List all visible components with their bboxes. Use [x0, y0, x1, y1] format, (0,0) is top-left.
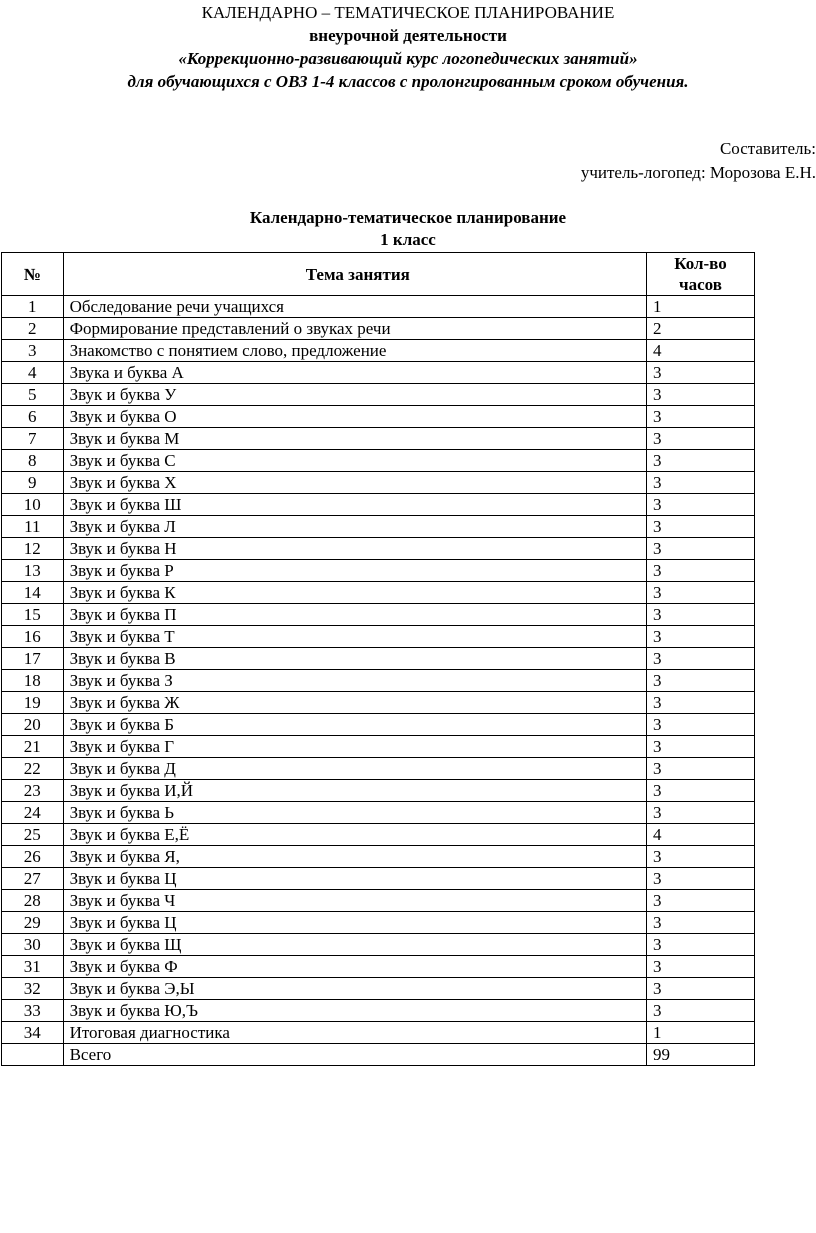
row-number: 10	[2, 494, 64, 516]
row-number: 4	[2, 362, 64, 384]
row-topic: Звук и буква З	[63, 670, 646, 692]
header-hours-line1: Кол-во	[674, 254, 727, 273]
row-hours: 3	[646, 912, 754, 934]
row-hours: 3	[646, 428, 754, 450]
row-hours: 3	[646, 604, 754, 626]
table-row	[2, 934, 755, 956]
table-row	[2, 560, 755, 582]
table-row	[2, 890, 755, 912]
table-header-row	[2, 253, 755, 296]
row-topic: Формирование представлений о звуках речи	[63, 318, 646, 340]
row-number: 27	[2, 868, 64, 890]
row-hours: 3	[646, 978, 754, 1000]
row-topic: Звук и буква П	[63, 604, 646, 626]
row-hours: 3	[646, 384, 754, 406]
table-row	[2, 450, 755, 472]
row-number: 18	[2, 670, 64, 692]
row-hours: 3	[646, 802, 754, 824]
row-number: 11	[2, 516, 64, 538]
row-number: 12	[2, 538, 64, 560]
row-topic: Звук и буква Р	[63, 560, 646, 582]
row-number: 17	[2, 648, 64, 670]
row-hours: 3	[646, 560, 754, 582]
compiler-name: учитель-логопед: Морозова Е.Н.	[580, 163, 816, 182]
row-hours: 3	[646, 868, 754, 890]
row-hours: 3	[646, 846, 754, 868]
row-hours: 3	[646, 670, 754, 692]
row-number: 22	[2, 758, 64, 780]
row-number: 32	[2, 978, 64, 1000]
row-topic: Звук и буква Б	[63, 714, 646, 736]
planning-table	[1, 252, 755, 1066]
row-hours: 3	[646, 956, 754, 978]
row-topic: Звука и буква А	[63, 362, 646, 384]
compiler-label: Составитель:	[719, 139, 816, 158]
table-row	[2, 956, 755, 978]
table-row	[2, 714, 755, 736]
row-number: 1	[2, 296, 64, 318]
total-hours: 99	[646, 1044, 754, 1066]
row-hours: 3	[646, 582, 754, 604]
table-title: Календарно-тематическое планирование	[249, 208, 567, 227]
row-number: 16	[2, 626, 64, 648]
row-hours: 3	[646, 648, 754, 670]
total-number	[2, 1044, 64, 1066]
row-topic: Звук и буква Э,Ы	[63, 978, 646, 1000]
row-number: 20	[2, 714, 64, 736]
row-topic: Звук и буква Е,Ё	[63, 824, 646, 846]
row-topic: Звук и буква Д	[63, 758, 646, 780]
row-number: 5	[2, 384, 64, 406]
table-row	[2, 912, 755, 934]
table-row	[2, 318, 755, 340]
table-row	[2, 802, 755, 824]
row-hours: 3	[646, 758, 754, 780]
table-row	[2, 758, 755, 780]
header-hours-line2: часов	[679, 275, 722, 294]
row-topic: Обследование речи учащихся	[63, 296, 646, 318]
table-row	[2, 406, 755, 428]
row-topic: Звук и буква Х	[63, 472, 646, 494]
row-number: 25	[2, 824, 64, 846]
table-row	[2, 824, 755, 846]
row-hours: 3	[646, 626, 754, 648]
row-number: 3	[2, 340, 64, 362]
grade-label: 1 класс	[380, 230, 436, 249]
row-hours: 3	[646, 516, 754, 538]
total-label: Всего	[63, 1044, 646, 1066]
row-number: 8	[2, 450, 64, 472]
row-hours: 1	[646, 296, 754, 318]
table-row	[2, 516, 755, 538]
row-hours: 3	[646, 692, 754, 714]
row-hours: 2	[646, 318, 754, 340]
table-row	[2, 296, 755, 318]
row-number: 31	[2, 956, 64, 978]
table-row	[2, 428, 755, 450]
row-number: 34	[2, 1022, 64, 1044]
table-row	[2, 472, 755, 494]
table-row	[2, 868, 755, 890]
row-topic: Звук и буква Ш	[63, 494, 646, 516]
table-row	[2, 1000, 755, 1022]
row-topic: Звук и буква К	[63, 582, 646, 604]
row-number: 26	[2, 846, 64, 868]
table-row	[2, 538, 755, 560]
table-row	[2, 340, 755, 362]
row-number: 6	[2, 406, 64, 428]
table-row	[2, 692, 755, 714]
row-topic: Звук и буква И,Й	[63, 780, 646, 802]
row-topic: Звук и буква Ч	[63, 890, 646, 912]
row-hours: 4	[646, 824, 754, 846]
row-topic: Звук и буква Ц	[63, 868, 646, 890]
document-title: КАЛЕНДАРНО – ТЕМАТИЧЕСКОЕ ПЛАНИРОВАНИЕ	[201, 3, 615, 22]
row-number: 28	[2, 890, 64, 912]
row-number: 13	[2, 560, 64, 582]
row-number: 21	[2, 736, 64, 758]
total-row	[2, 1044, 755, 1066]
table-row	[2, 604, 755, 626]
table-row	[2, 846, 755, 868]
table-row	[2, 494, 755, 516]
table-row	[2, 670, 755, 692]
row-number: 9	[2, 472, 64, 494]
row-topic: Звук и буква М	[63, 428, 646, 450]
row-hours: 3	[646, 362, 754, 384]
document-subtitle: внеурочной деятельности	[309, 26, 507, 45]
table-row	[2, 978, 755, 1000]
row-hours: 3	[646, 1000, 754, 1022]
row-number: 15	[2, 604, 64, 626]
row-hours: 4	[646, 340, 754, 362]
row-topic: Знакомство с понятием слово, предложение	[63, 340, 646, 362]
row-hours: 1	[646, 1022, 754, 1044]
table-row	[2, 362, 755, 384]
row-topic: Звук и буква В	[63, 648, 646, 670]
header-number: №	[2, 253, 64, 296]
row-topic: Звук и буква Ж	[63, 692, 646, 714]
row-hours: 3	[646, 450, 754, 472]
row-number: 7	[2, 428, 64, 450]
table-row	[2, 626, 755, 648]
row-topic: Звук и буква Ц	[63, 912, 646, 934]
table-row	[2, 648, 755, 670]
audience-description: для обучающихся с ОВЗ 1-4 классов с пролонгированным сроком обучения.	[127, 72, 689, 91]
row-topic: Звук и буква Г	[63, 736, 646, 758]
row-number: 19	[2, 692, 64, 714]
row-number: 14	[2, 582, 64, 604]
row-topic: Звук и буква Т	[63, 626, 646, 648]
row-number: 29	[2, 912, 64, 934]
row-hours: 3	[646, 538, 754, 560]
row-number: 2	[2, 318, 64, 340]
row-hours: 3	[646, 472, 754, 494]
row-hours: 3	[646, 736, 754, 758]
row-topic: Звук и буква Я,	[63, 846, 646, 868]
row-number: 23	[2, 780, 64, 802]
table-row	[2, 384, 755, 406]
row-number: 33	[2, 1000, 64, 1022]
row-hours: 3	[646, 780, 754, 802]
header-topic: Тема занятия	[63, 253, 646, 296]
row-number: 24	[2, 802, 64, 824]
table-row	[2, 780, 755, 802]
row-topic: Звук и буква Л	[63, 516, 646, 538]
row-topic: Звук и буква Н	[63, 538, 646, 560]
table-row	[2, 582, 755, 604]
row-topic: Звук и буква О	[63, 406, 646, 428]
header-hours	[646, 253, 754, 296]
row-topic: Звук и буква Щ	[63, 934, 646, 956]
row-topic: Итоговая диагностика	[63, 1022, 646, 1044]
row-topic: Звук и буква Ф	[63, 956, 646, 978]
row-topic: Звук и буква Ю,Ъ	[63, 1000, 646, 1022]
row-number: 30	[2, 934, 64, 956]
row-hours: 3	[646, 406, 754, 428]
table-row	[2, 736, 755, 758]
row-topic: Звук и буква С	[63, 450, 646, 472]
course-name: «Коррекционно-развивающий курс логопедических занятий»	[178, 49, 638, 68]
table-body	[2, 296, 755, 1066]
row-topic: Звук и буква У	[63, 384, 646, 406]
row-topic: Звук и буква Ь	[63, 802, 646, 824]
row-hours: 3	[646, 934, 754, 956]
row-hours: 3	[646, 890, 754, 912]
table-row	[2, 1022, 755, 1044]
row-hours: 3	[646, 494, 754, 516]
row-hours: 3	[646, 714, 754, 736]
